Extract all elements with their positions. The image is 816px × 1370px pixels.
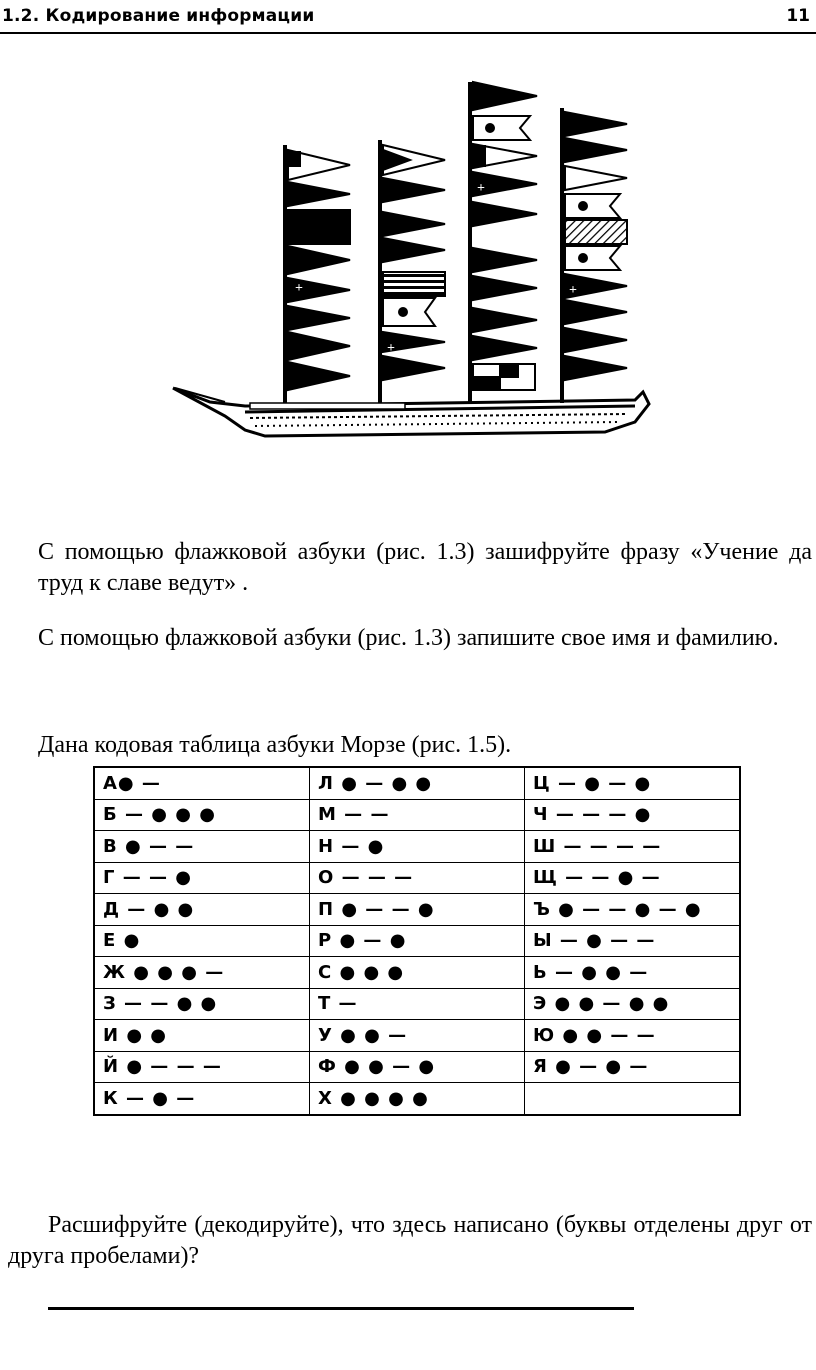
morse-cell: Х ● ● ● ● <box>310 1083 525 1115</box>
morse-cell: Ж ● ● ● — <box>94 957 310 989</box>
morse-cell: С ● ● ● <box>310 957 525 989</box>
table-row <box>94 1051 740 1083</box>
morse-cell: З — — ● ● <box>94 988 310 1020</box>
section-title: 1.2. Кодирование информации <box>2 6 315 26</box>
table-row <box>94 1020 740 1052</box>
morse-cell: Н — ● <box>310 831 525 863</box>
morse-cell: В ● — — <box>94 831 310 863</box>
table-row <box>94 862 740 894</box>
svg-text:+: + <box>295 281 303 296</box>
morse-cell: Д — ● ● <box>94 894 310 926</box>
table-row <box>94 1083 740 1115</box>
table-row <box>94 767 740 799</box>
table-row <box>94 957 740 989</box>
morse-cell: Щ — — ● — <box>525 862 741 894</box>
ship-with-signal-flags-illustration <box>165 70 655 460</box>
header-rule <box>0 32 816 34</box>
task-decode-text: Расшифруйте (декодируйте), что здесь написано (буквы отделены друг от друга пробелами)? <box>8 1212 812 1269</box>
morse-cell: Р ● — ● <box>310 925 525 957</box>
table-row <box>94 988 740 1020</box>
morse-cell: К — ● — <box>94 1083 310 1115</box>
svg-text:+: + <box>569 283 577 298</box>
table-row <box>94 894 740 926</box>
morse-cell: И ● ● <box>94 1020 310 1052</box>
task-decode <box>8 1210 812 1272</box>
morse-cell <box>525 1083 741 1115</box>
morse-cell: Ъ ● — — ● — ● <box>525 894 741 926</box>
task-morse-intro: Дана кодовая таблица азбуки Морзе (рис. 1.5). <box>38 732 512 758</box>
page-number: 11 <box>786 6 810 26</box>
morse-cell: Я ● — ● — <box>525 1051 741 1083</box>
task-encode-phrase: С помощью флажковой азбуки (рис. 1.3) зашифруйте фразу «Учение да труд к славе ведут» . <box>38 539 812 596</box>
morse-cell: Ч — — — ● <box>525 799 741 831</box>
morse-cell: Б — ● ● ● <box>94 799 310 831</box>
table-row <box>94 925 740 957</box>
answer-line[interactable] <box>48 1307 634 1310</box>
morse-cell: Й ● — — — <box>94 1051 310 1083</box>
morse-cell: Ю ● ● — — <box>525 1020 741 1052</box>
svg-text:+: + <box>387 341 395 356</box>
morse-cell: Е ● <box>94 925 310 957</box>
svg-text:+: + <box>477 181 485 196</box>
morse-cell: Т — <box>310 988 525 1020</box>
page-header <box>0 4 816 34</box>
morse-code-table <box>93 766 741 1116</box>
morse-cell: Ц — ● — ● <box>525 767 741 799</box>
task-encode-name: С помощью флажковой азбуки (рис. 1.3) запишите свое имя и фамилию. <box>38 625 779 651</box>
morse-cell: М — — <box>310 799 525 831</box>
morse-cell: Л ● — ● ● <box>310 767 525 799</box>
morse-cell: Ы — ● — — <box>525 925 741 957</box>
morse-cell: Ш — — — — <box>525 831 741 863</box>
table-row <box>94 831 740 863</box>
morse-cell: Э ● ● — ● ● <box>525 988 741 1020</box>
morse-cell: Ф ● ● — ● <box>310 1051 525 1083</box>
morse-cell: У ● ● — <box>310 1020 525 1052</box>
morse-cell: Г — — ● <box>94 862 310 894</box>
table-row <box>94 799 740 831</box>
morse-cell: А● — <box>94 767 310 799</box>
morse-cell: П ● — — ● <box>310 894 525 926</box>
morse-cell: О — — — <box>310 862 525 894</box>
morse-cell: Ь — ● ● — <box>525 957 741 989</box>
